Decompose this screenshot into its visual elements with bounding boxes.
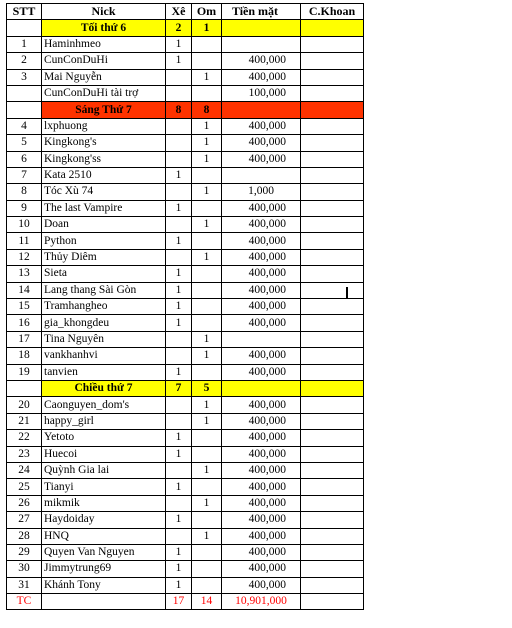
stt-cell: 4 [7,118,42,134]
nick-cell: Kingkong's [42,135,166,151]
xe-cell: 1 [166,364,192,380]
header-xe: Xê [166,4,192,20]
nick-cell: Haminhmeo [42,36,166,52]
nick-cell: Yetoto [42,430,166,446]
tien-mat-cell: 400,000 [222,397,301,413]
stt-cell: 16 [7,315,42,331]
nick-cell: Quyen Van Nguyen [42,544,166,560]
om-cell [192,282,222,298]
table-row [7,577,364,593]
xe-cell: 1 [166,544,192,560]
stt-cell: 10 [7,217,42,233]
table-row [7,118,364,134]
tien-mat-cell: 400,000 [222,561,301,577]
table-row [7,249,364,265]
chuyen-khoan-cell [301,430,364,446]
section-label: Chiều thứ 7 [42,380,166,396]
section-stt-cell [7,20,42,36]
stt-cell: 2 [7,53,42,69]
header-nick: Nick [42,4,166,20]
stt-cell: 30 [7,561,42,577]
table-row [7,462,364,478]
om-cell: 1 [192,217,222,233]
chuyen-khoan-cell [301,69,364,85]
nick-cell: Tóc Xù 74 [42,184,166,200]
table-row [7,36,364,52]
table-row [7,266,364,282]
tien-mat-cell: 400,000 [222,544,301,560]
header-row [7,4,364,20]
tien-mat-cell: 400,000 [222,528,301,544]
xe-cell [166,151,192,167]
section-xe-count: 2 [166,20,192,36]
nick-cell: tanvien [42,364,166,380]
chuyen-khoan-cell [301,544,364,560]
chuyen-khoan-cell [301,348,364,364]
table-row [7,561,364,577]
table-row [7,53,364,69]
chuyen-khoan-cell [301,118,364,134]
xe-cell: 1 [166,299,192,315]
tien-mat-cell: 400,000 [222,69,301,85]
section-stt-cell [7,102,42,118]
section-ck-cell [301,20,364,36]
chuyen-khoan-cell [301,462,364,478]
stt-cell: 17 [7,331,42,347]
nick-cell: Doan [42,217,166,233]
tien-mat-cell: 400,000 [222,151,301,167]
nick-cell: happy_girl [42,413,166,429]
stt-cell [7,85,42,101]
table-row [7,282,364,298]
om-cell: 1 [192,151,222,167]
tien-mat-cell: 400,000 [222,348,301,364]
total-row [7,594,364,610]
om-cell: 1 [192,331,222,347]
stt-cell: 23 [7,446,42,462]
tien-mat-cell: 400,000 [222,53,301,69]
tien-mat-cell: 400,000 [222,577,301,593]
table-row [7,544,364,560]
xe-cell: 1 [166,446,192,462]
xe-cell [166,249,192,265]
stt-cell: 25 [7,479,42,495]
table-body [7,20,364,610]
xe-cell: 1 [166,53,192,69]
chuyen-khoan-cell [301,217,364,233]
om-cell [192,36,222,52]
tien-mat-cell: 400,000 [222,479,301,495]
xe-cell [166,118,192,134]
table-row [7,85,364,101]
xe-cell [166,397,192,413]
stt-cell: 7 [7,167,42,183]
om-cell [192,479,222,495]
chuyen-khoan-cell [301,167,364,183]
header-stt: STT [7,4,42,20]
xe-cell: 1 [166,233,192,249]
text-cursor [346,287,348,299]
xe-cell [166,528,192,544]
xe-cell: 1 [166,512,192,528]
header-tien-mat: Tiền mặt [222,4,301,20]
table-row [7,315,364,331]
section-tien-cell [222,380,301,396]
xe-cell [166,462,192,478]
nick-cell: Thủy Diêm [42,249,166,265]
section-xe-count: 7 [166,380,192,396]
xe-cell [166,413,192,429]
table-row [7,430,364,446]
nick-cell: Quỳnh Gia lai [42,462,166,478]
total-om: 14 [192,594,222,610]
stt-cell: 1 [7,36,42,52]
nick-cell: CunConDuHi [42,53,166,69]
chuyen-khoan-cell [301,479,364,495]
xe-cell: 1 [166,282,192,298]
section-xe-count: 8 [166,102,192,118]
nick-cell: Haydoiday [42,512,166,528]
om-cell [192,544,222,560]
xe-cell: 1 [166,266,192,282]
om-cell: 1 [192,249,222,265]
table-row [7,495,364,511]
table-row [7,413,364,429]
tien-mat-cell: 400,000 [222,430,301,446]
stt-cell: 11 [7,233,42,249]
chuyen-khoan-cell [301,249,364,265]
tien-mat-cell: 400,000 [222,217,301,233]
total-ck-cell [301,594,364,610]
table-row [7,364,364,380]
section-tien-cell [222,20,301,36]
total-tien-mat: 10,901,000 [222,594,301,610]
table-row [7,528,364,544]
stt-cell: 5 [7,135,42,151]
chuyen-khoan-cell [301,446,364,462]
chuyen-khoan-cell [301,495,364,511]
xe-cell [166,495,192,511]
header-om: Om [192,4,222,20]
nick-cell: Tramhangheo [42,299,166,315]
om-cell [192,512,222,528]
om-cell [192,446,222,462]
chuyen-khoan-cell [301,200,364,216]
xe-cell [166,184,192,200]
tien-mat-cell: 400,000 [222,315,301,331]
om-cell: 1 [192,184,222,200]
xe-cell: 1 [166,577,192,593]
nick-cell: Python [42,233,166,249]
tien-mat-cell: 400,000 [222,233,301,249]
chuyen-khoan-cell [301,151,364,167]
table-row [7,69,364,85]
stt-cell: 31 [7,577,42,593]
om-cell [192,364,222,380]
tien-mat-cell: 400,000 [222,413,301,429]
tien-mat-cell: 100,000 [222,85,301,101]
chuyen-khoan-cell [301,413,364,429]
table-row [7,135,364,151]
chuyen-khoan-cell [301,577,364,593]
tien-mat-cell: 400,000 [222,249,301,265]
table-row [7,299,364,315]
chuyen-khoan-cell [301,184,364,200]
section-label: Sáng Thứ 7 [42,102,166,118]
xe-cell [166,331,192,347]
nick-cell: lxphuong [42,118,166,134]
chuyen-khoan-cell [301,315,364,331]
om-cell: 1 [192,462,222,478]
xe-cell: 1 [166,200,192,216]
total-xe: 17 [166,594,192,610]
chuyen-khoan-cell [301,331,364,347]
chuyen-khoan-cell [301,364,364,380]
nick-cell: The last Vampire [42,200,166,216]
table-row [7,184,364,200]
nick-cell: Kingkong'ss [42,151,166,167]
nick-cell: Tianyi [42,479,166,495]
xe-cell: 1 [166,315,192,331]
chuyen-khoan-cell [301,528,364,544]
xe-cell: 1 [166,167,192,183]
xe-cell [166,135,192,151]
om-cell: 1 [192,495,222,511]
om-cell [192,167,222,183]
section-ck-cell [301,102,364,118]
chuyen-khoan-cell [301,512,364,528]
om-cell [192,85,222,101]
nick-cell: Lang thang Sài Gòn [42,282,166,298]
nick-cell: gia_khongdeu [42,315,166,331]
tien-mat-cell: 400,000 [222,282,301,298]
table-row [7,151,364,167]
nick-cell: HNQ [42,528,166,544]
nick-cell: Tina Nguyên [42,331,166,347]
stt-cell: 19 [7,364,42,380]
nick-cell: vankhanhvi [42,348,166,364]
section-label: Tối thứ 6 [42,20,166,36]
tien-mat-cell: 400,000 [222,364,301,380]
table-row [7,348,364,364]
om-cell: 1 [192,135,222,151]
section-stt-cell [7,380,42,396]
nick-cell: Khánh Tony [42,577,166,593]
stt-cell: 28 [7,528,42,544]
chuyen-khoan-cell [301,53,364,69]
tien-mat-cell: 400,000 [222,299,301,315]
section-ck-cell [301,380,364,396]
section-row [7,102,364,118]
tien-mat-cell [222,167,301,183]
stt-cell: 26 [7,495,42,511]
stt-cell: 3 [7,69,42,85]
stt-cell: 9 [7,200,42,216]
chuyen-khoan-cell [301,266,364,282]
xe-cell: 1 [166,430,192,446]
schedule-table [6,3,364,610]
om-cell [192,266,222,282]
table-row [7,200,364,216]
nick-cell: Jimmytrung69 [42,561,166,577]
om-cell: 1 [192,118,222,134]
nick-cell: CunConDuHi tài trợ [42,85,166,101]
om-cell: 1 [192,397,222,413]
tien-mat-cell: 400,000 [222,266,301,282]
stt-cell: 24 [7,462,42,478]
tien-mat-cell: 400,000 [222,512,301,528]
table-row [7,233,364,249]
nick-cell: mikmik [42,495,166,511]
total-nick-cell [42,594,166,610]
om-cell [192,315,222,331]
xe-cell: 1 [166,479,192,495]
om-cell [192,53,222,69]
om-cell [192,200,222,216]
table-row [7,167,364,183]
chuyen-khoan-cell [301,233,364,249]
xe-cell: 1 [166,36,192,52]
table-row [7,331,364,347]
nick-cell: Huecoi [42,446,166,462]
tien-mat-cell: 400,000 [222,118,301,134]
nick-cell: Mai Nguyễn [42,69,166,85]
stt-cell: 22 [7,430,42,446]
om-cell [192,299,222,315]
section-om-count: 8 [192,102,222,118]
chuyen-khoan-cell [301,135,364,151]
stt-cell: 13 [7,266,42,282]
chuyen-khoan-cell [301,299,364,315]
tien-mat-cell: 1,000 [222,184,301,200]
xe-cell [166,85,192,101]
section-tien-cell [222,102,301,118]
xe-cell [166,217,192,233]
stt-cell: 27 [7,512,42,528]
tien-mat-cell [222,36,301,52]
chuyen-khoan-cell [301,397,364,413]
om-cell: 1 [192,69,222,85]
tien-mat-cell: 400,000 [222,462,301,478]
tien-mat-cell: 400,000 [222,446,301,462]
stt-cell: 12 [7,249,42,265]
stt-cell: 8 [7,184,42,200]
section-om-count: 5 [192,380,222,396]
header-chuyen-khoan: C.Khoan [301,4,364,20]
nick-cell: Sieta [42,266,166,282]
tien-mat-cell: 400,000 [222,135,301,151]
chuyen-khoan-cell [301,85,364,101]
om-cell [192,430,222,446]
tien-mat-cell [222,331,301,347]
chuyen-khoan-cell [301,282,364,298]
chuyen-khoan-cell [301,561,364,577]
stt-cell: 6 [7,151,42,167]
om-cell [192,561,222,577]
stt-cell: 21 [7,413,42,429]
total-label: TC [7,594,42,610]
tien-mat-cell: 400,000 [222,200,301,216]
xe-cell [166,348,192,364]
table-row [7,512,364,528]
nick-cell: Kata 2510 [42,167,166,183]
stt-cell: 29 [7,544,42,560]
chuyen-khoan-cell [301,36,364,52]
om-cell [192,233,222,249]
om-cell: 1 [192,528,222,544]
stt-cell: 20 [7,397,42,413]
table-row [7,479,364,495]
xe-cell: 1 [166,561,192,577]
om-cell: 1 [192,413,222,429]
nick-cell: Caonguyen_dom's [42,397,166,413]
table-row [7,397,364,413]
section-row [7,380,364,396]
section-row [7,20,364,36]
section-om-count: 1 [192,20,222,36]
tien-mat-cell: 400,000 [222,495,301,511]
stt-cell: 14 [7,282,42,298]
om-cell [192,577,222,593]
table-row [7,217,364,233]
stt-cell: 15 [7,299,42,315]
table-row [7,446,364,462]
xe-cell [166,69,192,85]
om-cell: 1 [192,348,222,364]
stt-cell: 18 [7,348,42,364]
